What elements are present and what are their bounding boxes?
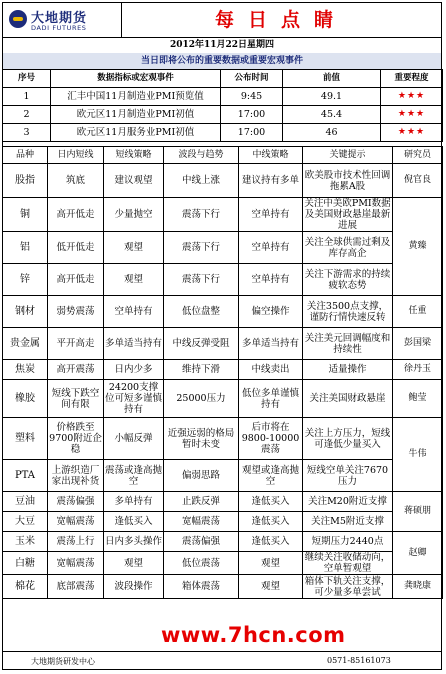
strategy-table — [2, 146, 443, 599]
trend-view: 中线上涨 — [164, 164, 239, 198]
trend-view: 近强远弱的格局暂时未变 — [164, 418, 239, 460]
event-time: 17:00 — [221, 124, 283, 142]
mid-strategy: 观望 — [239, 575, 303, 599]
short-strategy: 建议观望 — [104, 164, 164, 198]
events-table — [2, 69, 443, 142]
short-strategy: 观望 — [104, 232, 164, 264]
intraday-view: 高开低走 — [48, 264, 104, 296]
short-strategy: 观望 — [104, 264, 164, 296]
event-importance-stars-icon: ★★★ — [381, 88, 443, 106]
events-header-row — [3, 70, 443, 88]
key-hint: 关注中美欧PMI数据及美国财政悬崖最新进展 — [304, 198, 391, 231]
variety-name: 棉花 — [3, 575, 48, 599]
key-hint: 关注M5附近支撑 — [303, 512, 393, 532]
trend-view: 低位震荡 — [164, 552, 239, 575]
strategy-row — [3, 532, 443, 552]
footer-phone: 0571-85161073 — [327, 656, 391, 665]
trend-view: 震荡下行 — [164, 198, 239, 232]
key-hint: 欧美股市技术性回调拖累A股 — [303, 164, 393, 198]
report-date: 2012年11月22日星期四 — [169, 40, 275, 50]
mid-strategy: 空单持有 — [239, 264, 303, 296]
intraday-view: 价格跌至9700附近企稳 — [48, 418, 104, 460]
event-name: 欧元区11月服务业PMI初值 — [51, 124, 221, 142]
events-subtitle: 当日即将公布的重要数据或重要宏观事件 — [3, 53, 441, 69]
report-header — [3, 3, 441, 38]
short-strategy: 观望 — [104, 552, 164, 575]
analyst-name: 龚晓康 — [393, 575, 443, 599]
analyst-name: 蒋硕朋 — [393, 492, 443, 532]
key-hint: 关注美元回调幅度和持续性 — [303, 328, 393, 360]
event-importance-stars-icon: ★★★ — [381, 106, 443, 124]
trend-view: 维持下滑 — [164, 360, 239, 380]
strategy-col-header: 品种 — [3, 147, 48, 164]
logo-chinese-name: 大地期货 — [31, 11, 88, 26]
trend-view: 震荡下行 — [164, 264, 239, 296]
variety-name: 贵金属 — [3, 328, 48, 360]
event-number: 3 — [3, 124, 51, 142]
strategy-row — [3, 198, 443, 232]
variety-name: 焦炭 — [3, 360, 48, 380]
events-col-header: 序号 — [3, 70, 51, 88]
trend-view: 震荡下行 — [164, 232, 239, 264]
short-strategy: 逢低买入 — [104, 512, 164, 532]
variety-name: 玉米 — [3, 532, 48, 552]
short-strategy: 波段操作 — [104, 575, 164, 599]
analyst-name: 黄臻 — [393, 198, 443, 296]
key-hint: 继续关注收储动向，空单暂观望 — [303, 552, 393, 575]
events-col-header: 公布时间 — [221, 70, 283, 88]
strategy-col-header: 波段与趋势 — [164, 147, 239, 164]
strategy-row — [3, 164, 443, 198]
strategy-row — [3, 418, 443, 460]
intraday-view: 筑底 — [48, 164, 104, 198]
strategy-row — [3, 380, 443, 418]
short-strategy: 多单适当持有 — [104, 328, 164, 360]
mid-strategy: 偏空操作 — [239, 296, 303, 328]
variety-name: 橡胶 — [3, 380, 48, 418]
strategy-row — [3, 575, 443, 599]
short-strategy: 日内少多 — [104, 360, 164, 380]
variety-name: 铝 — [3, 232, 48, 264]
mid-strategy: 逢低买入 — [239, 512, 303, 532]
intraday-view: 短线下跌空间有限 — [48, 380, 104, 418]
variety-name: 铜 — [3, 198, 48, 232]
trend-view: 中线反弹受阻 — [164, 328, 239, 360]
analyst-name: 任重 — [393, 296, 443, 328]
mid-strategy: 观望 — [239, 552, 303, 575]
event-name: 汇丰中国11月制造业PMI预览值 — [51, 88, 221, 106]
short-strategy: 震荡或逢高抛空 — [104, 460, 164, 492]
key-hint: 关注上方压力，短线可逢低少量买入 — [303, 418, 393, 460]
strategy-row — [3, 232, 443, 264]
analyst-name: 赵卿 — [393, 532, 443, 575]
event-number: 1 — [3, 88, 51, 106]
strategy-row — [3, 512, 443, 532]
short-strategy: 空单持有 — [104, 296, 164, 328]
key-hint: 关注M20附近支撑 — [303, 492, 393, 512]
strategy-header-row — [3, 147, 443, 164]
short-strategy: 24200支撑位可短多谨慎持有 — [104, 380, 164, 418]
mid-strategy: 中线卖出 — [239, 360, 303, 380]
strategy-col-header: 研究员 — [393, 147, 443, 164]
event-importance-stars-icon: ★★★ — [381, 124, 443, 142]
mid-strategy: 空单持有 — [239, 232, 303, 264]
key-hint: 关注下游需求的持续疲软态势 — [303, 264, 393, 296]
trend-view: 箱体震荡 — [164, 575, 239, 599]
strategy-row — [3, 296, 443, 328]
intraday-view: 上游织造厂家出现补货 — [48, 460, 104, 492]
key-hint: 关注全球供需过剩及库存高企 — [303, 232, 393, 264]
report-title: 每日点睛 — [214, 9, 347, 31]
variety-name: 白糖 — [3, 552, 48, 575]
event-row — [3, 106, 443, 124]
strategy-row — [3, 492, 443, 512]
intraday-view: 高开震荡 — [48, 360, 104, 380]
strategy-col-header: 关键提示 — [303, 147, 393, 164]
trend-view: 偏弱思路 — [164, 460, 239, 492]
mid-strategy: 建议持有多单 — [239, 164, 303, 198]
strategy-col-header: 日内短线 — [48, 147, 104, 164]
key-hint: 适量操作 — [303, 360, 393, 380]
trend-view: 止跌反弹 — [164, 492, 239, 512]
intraday-view: 低开低走 — [48, 232, 104, 264]
key-hint: 箱体下轨关注支撑，可少量多单尝试 — [303, 575, 393, 599]
trend-view: 低位盘整 — [164, 296, 239, 328]
mid-strategy: 逢低买入 — [239, 532, 303, 552]
event-row — [3, 88, 443, 106]
events-col-header: 数据指标或宏观事件 — [51, 70, 221, 88]
events-col-header: 前值 — [283, 70, 381, 88]
short-strategy: 小幅反弹 — [104, 418, 164, 460]
variety-name: PTA — [3, 460, 48, 492]
key-hint: 关注3500点支撑，谨防行情快速反转 — [303, 296, 393, 328]
mid-strategy: 观望或逢高抛空 — [239, 460, 303, 492]
site-watermark: www.7hcn.com — [161, 623, 346, 647]
event-name: 欧元区11月制造业PMI初值 — [51, 106, 221, 124]
intraday-view: 高开低走 — [48, 198, 104, 232]
intraday-view: 弱势震荡 — [48, 296, 104, 328]
key-hint: 关注美国财政悬崖 — [303, 380, 393, 418]
logo-emblem-icon — [9, 10, 27, 28]
short-strategy: 多单持有 — [104, 492, 164, 512]
intraday-view: 震荡上行 — [48, 532, 104, 552]
key-hint: 短期压力2440点 — [303, 532, 393, 552]
strategy-body — [3, 164, 443, 599]
trend-view: 宽幅震荡 — [164, 512, 239, 532]
short-strategy: 少量抛空 — [104, 198, 164, 232]
intraday-view: 震荡偏强 — [48, 492, 104, 512]
report-footer — [3, 651, 441, 670]
mid-strategy: 空单持有 — [239, 198, 303, 232]
event-previous-value: 49.1 — [283, 88, 381, 106]
footer-organization: 大地期货研发中心 — [31, 657, 95, 666]
analyst-name: 牛伟 — [393, 418, 443, 492]
trend-view: 震荡偏强 — [164, 532, 239, 552]
short-strategy: 日内多头操作 — [104, 532, 164, 552]
company-logo — [3, 3, 122, 37]
key-hint: 短线空单关注7670压力 — [303, 460, 393, 492]
report-page — [2, 2, 442, 670]
variety-name: 大豆 — [3, 512, 48, 532]
event-number: 2 — [3, 106, 51, 124]
analyst-name: 倪官良 — [393, 164, 443, 198]
strategy-row — [3, 264, 443, 296]
variety-name: 锌 — [3, 264, 48, 296]
event-previous-value: 45.4 — [283, 106, 381, 124]
event-previous-value: 46 — [283, 124, 381, 142]
strategy-row — [3, 360, 443, 380]
intraday-view: 平开高走 — [48, 328, 104, 360]
mid-strategy: 逢低买入 — [239, 492, 303, 512]
variety-name: 股指 — [3, 164, 48, 198]
intraday-view: 底部震荡 — [48, 575, 104, 599]
intraday-view: 宽幅震荡 — [48, 552, 104, 575]
intraday-view: 宽幅震荡 — [48, 512, 104, 532]
strategy-row — [3, 460, 443, 492]
strategy-row — [3, 552, 443, 575]
analyst-name: 彭国梁 — [393, 328, 443, 360]
mid-strategy: 后市将在9800-10000震荡 — [239, 418, 303, 460]
events-col-header: 重要程度 — [381, 70, 443, 88]
variety-name: 塑料 — [3, 418, 48, 460]
strategy-row — [3, 328, 443, 360]
event-time: 9:45 — [221, 88, 283, 106]
strategy-col-header: 短线策略 — [104, 147, 164, 164]
logo-english-name: DADI FUTURES — [31, 24, 87, 32]
analyst-name: 鲍莹 — [393, 380, 443, 418]
event-row — [3, 124, 443, 142]
mid-strategy: 低位多单谨慎持有 — [239, 380, 303, 418]
variety-name: 钢材 — [3, 296, 48, 328]
mid-strategy: 多单适当持有 — [239, 328, 303, 360]
event-time: 17:00 — [221, 106, 283, 124]
variety-name: 豆油 — [3, 492, 48, 512]
strategy-col-header: 中线策略 — [239, 147, 303, 164]
trend-view: 25000压力 — [164, 380, 239, 418]
analyst-name: 徐丹玉 — [393, 360, 443, 380]
